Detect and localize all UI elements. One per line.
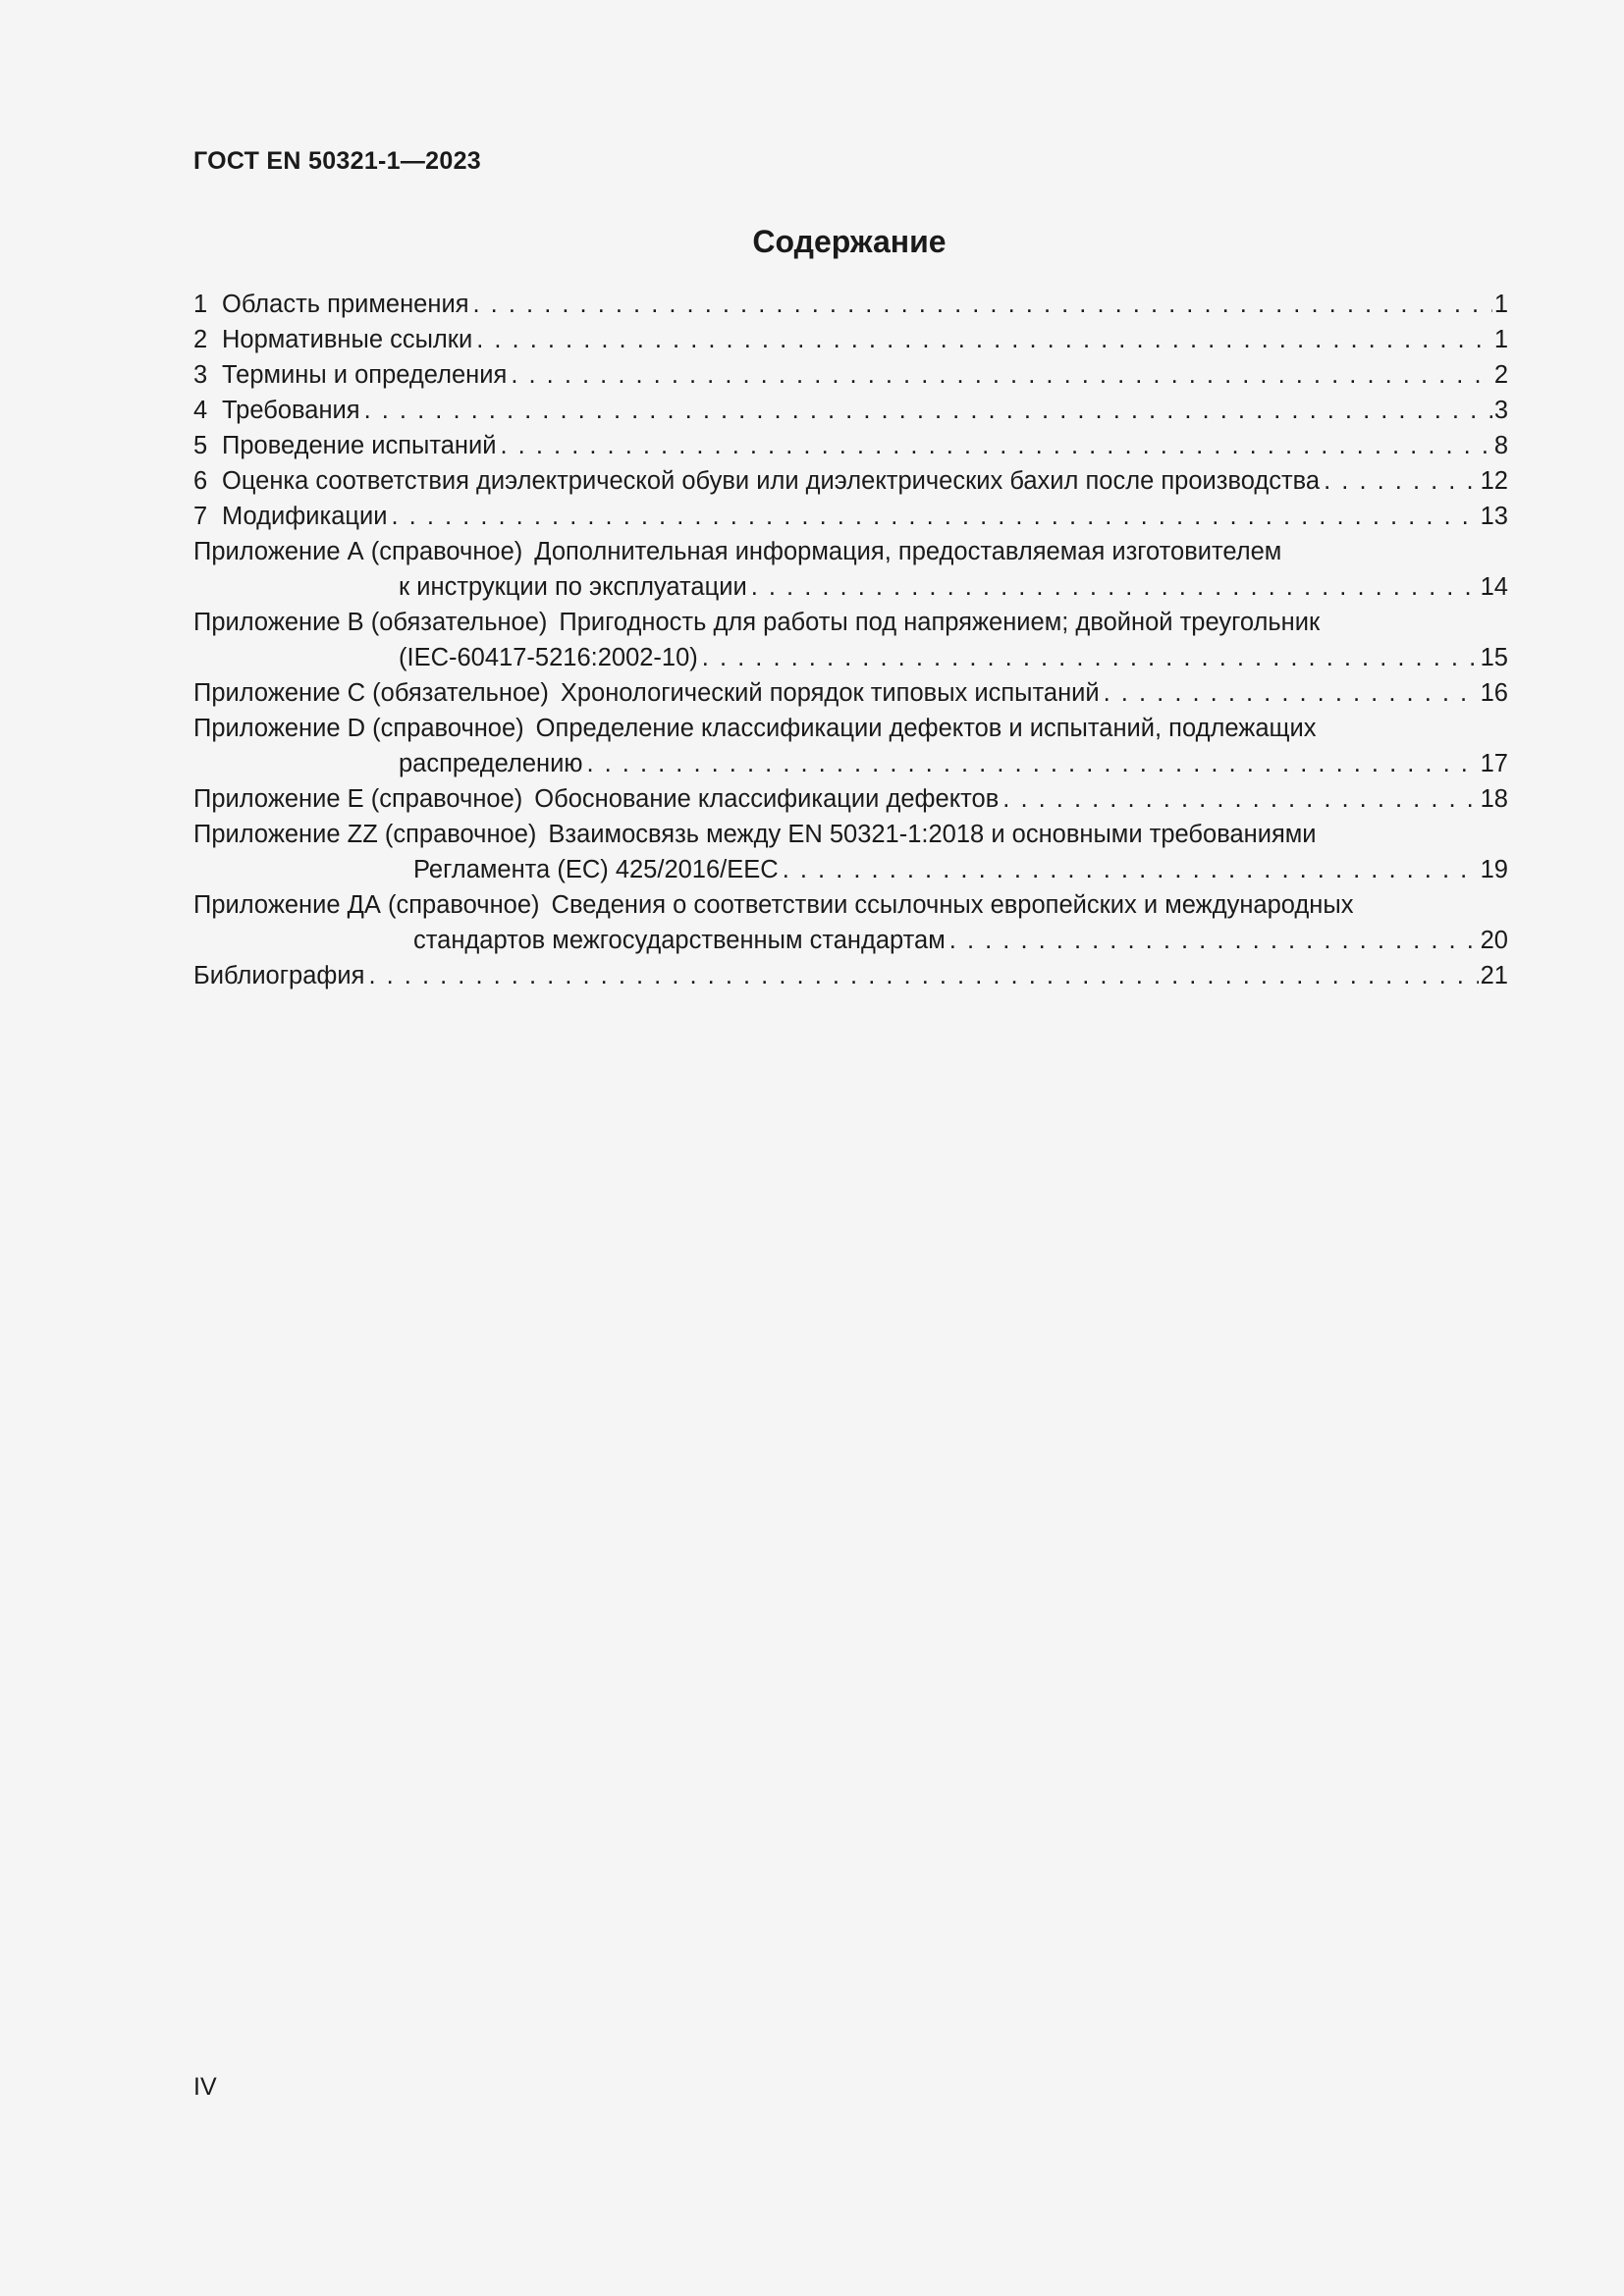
dot-leader [473, 287, 1492, 322]
annex-title: Определение классификации дефектов и испытаний, подлежащих [535, 715, 1317, 742]
dot-leader [783, 852, 1479, 887]
toc-entry-annex-e[interactable] [193, 781, 1508, 817]
dot-leader [751, 569, 1479, 605]
page-number: IV [193, 2073, 217, 2101]
toc-entry-bibliography[interactable] [193, 958, 1508, 993]
section-title: Требования [222, 397, 360, 424]
annex-title-cont: распределению [399, 750, 583, 777]
annex-title: Взаимосвязь между EN 50321-1:2018 и основными требованиями [548, 821, 1317, 848]
toc-entry-annex-zz[interactable] [193, 817, 1508, 852]
section-title: Нормативные ссылки [222, 326, 473, 353]
dot-leader [364, 393, 1492, 428]
page-ref: 18 [1480, 785, 1508, 813]
section-number: 5 [193, 432, 208, 459]
toc-entry-annex-d-cont[interactable] [193, 746, 1508, 781]
toc-entry-annex-c[interactable] [193, 675, 1508, 711]
dot-leader [501, 428, 1492, 463]
toc-entry-annex-b-cont[interactable] [193, 640, 1508, 675]
section-number: 7 [193, 503, 208, 530]
annex-title-cont: Регламента (ЕС) 425/2016/ЕЕС [413, 856, 779, 883]
annex-label: Приложение ZZ (справочное) [193, 821, 537, 848]
toc-entry-annex-da[interactable] [193, 887, 1508, 923]
annex-title: Сведения о соответствии ссылочных европейских и международных [551, 891, 1354, 919]
page-ref: 1 [1493, 326, 1508, 353]
toc-entry-section-1[interactable] [193, 287, 1508, 322]
annex-label: Приложение Е (справочное) [193, 785, 523, 813]
page-ref: 14 [1480, 573, 1508, 601]
dot-leader [511, 357, 1492, 393]
toc-entry-annex-b[interactable] [193, 605, 1508, 640]
toc-entry-section-4[interactable] [193, 393, 1508, 428]
section-title: Модификации [222, 503, 388, 530]
dot-leader [949, 923, 1479, 958]
annex-title-cont: к инструкции по эксплуатации [399, 573, 747, 601]
document-code: ГОСТ EN 50321-1—2023 [193, 147, 481, 175]
page-ref: 20 [1480, 927, 1508, 954]
toc-entry-section-7[interactable] [193, 499, 1508, 534]
dot-leader [702, 640, 1479, 675]
section-number: 6 [193, 467, 208, 495]
dot-leader [368, 958, 1478, 993]
toc-entry-annex-zz-cont[interactable] [193, 852, 1508, 887]
toc-entry-annex-a-cont[interactable] [193, 569, 1508, 605]
page-ref: 3 [1493, 397, 1508, 424]
dot-leader [586, 746, 1478, 781]
annex-title-cont: (IEC-60417-5216:2002-10) [399, 644, 698, 671]
annex-title: Пригодность для работы под напряжением; двойной треугольник [559, 609, 1321, 636]
annex-label: Приложение ДА (справочное) [193, 891, 540, 919]
section-number: 1 [193, 291, 208, 318]
annex-label: Приложение В (обязательное) [193, 609, 548, 636]
annex-title-cont: стандартов межгосударственным стандартам [413, 927, 946, 954]
annex-title: Обоснование классификации дефектов [534, 785, 1000, 813]
toc-entry-annex-d[interactable] [193, 711, 1508, 746]
annex-title: Дополнительная информация, предоставляемая изготовителем [534, 538, 1282, 565]
toc-entry-section-3[interactable] [193, 357, 1508, 393]
toc-entry-annex-da-cont[interactable] [193, 923, 1508, 958]
toc-entry-annex-a[interactable] [193, 534, 1508, 569]
dot-leader [1324, 463, 1479, 499]
annex-title: Хронологический порядок типовых испытаний [560, 679, 1100, 707]
dot-leader [392, 499, 1479, 534]
section-number: 3 [193, 361, 208, 389]
toc-entry-section-2[interactable] [193, 322, 1508, 357]
annex-label: Приложение D (справочное) [193, 715, 524, 742]
page-ref: 12 [1480, 467, 1508, 495]
section-title: Проведение испытаний [222, 432, 497, 459]
page-ref: 13 [1480, 503, 1508, 530]
section-title: Оценка соответствия диэлектрической обуви или диэлектрических бахил после производства [222, 467, 1321, 495]
section-title: Область применения [222, 291, 469, 318]
dot-leader [476, 322, 1492, 357]
page-ref: 15 [1480, 644, 1508, 671]
bibliography-title: Библиография [193, 962, 365, 989]
page-ref: 17 [1480, 750, 1508, 777]
page-ref: 2 [1493, 361, 1508, 389]
dot-leader [1104, 675, 1479, 711]
page-ref: 21 [1480, 962, 1508, 989]
table-of-contents [193, 287, 1508, 993]
page-ref: 19 [1480, 856, 1508, 883]
toc-entry-section-5[interactable] [193, 428, 1508, 463]
toc-entry-section-6[interactable] [193, 463, 1508, 499]
annex-label: Приложение С (обязательное) [193, 679, 549, 707]
section-number: 4 [193, 397, 208, 424]
page-ref: 1 [1493, 291, 1508, 318]
page-ref: 8 [1493, 432, 1508, 459]
section-number: 2 [193, 326, 208, 353]
section-title: Термины и определения [222, 361, 508, 389]
annex-label: Приложение А (справочное) [193, 538, 523, 565]
dot-leader [1002, 781, 1478, 817]
page-ref: 16 [1480, 679, 1508, 707]
toc-title: Содержание [752, 224, 947, 259]
